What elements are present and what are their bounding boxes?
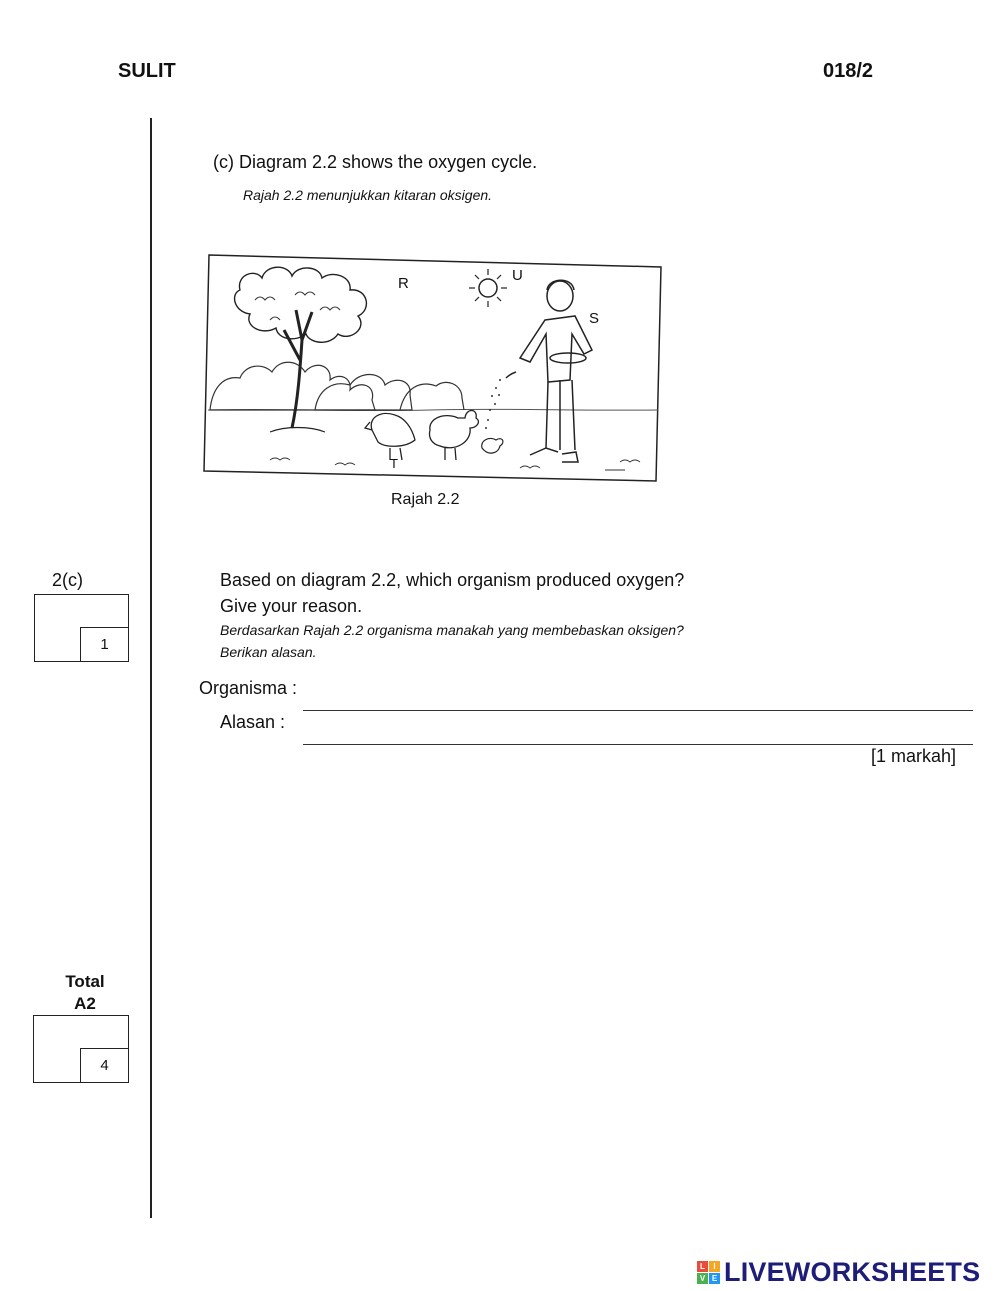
prompt-en-2: Give your reason. [220,596,363,616]
prompt-en-1: Based on diagram 2.2, which organism produced oxygen? [220,570,685,590]
prompt-ms-1: Berdasarkan Rajah 2.2 organisma manakah yang membebaskan oksigen? [220,622,684,638]
oxygen-cycle-diagram [200,250,665,486]
margin-divider [150,118,152,1218]
reason-label: Alasan : [220,712,286,732]
label-U: U [512,267,523,284]
reason-answer-line[interactable] [303,744,973,745]
logo-letter-l: L [697,1261,708,1272]
diagram-frame [204,255,661,481]
mark-value-cell: 1 [80,627,128,661]
question-number: 2(c) [52,570,83,590]
header-left: SULIT [118,60,176,82]
question-part-ms: Rajah 2.2 menunjukkan kitaran oksigen. [243,187,493,203]
logo-brand-text: LIVEWORKSHEETS [724,1257,981,1287]
header-right: 018/2 [823,60,874,82]
question-part-en: (c) Diagram 2.2 shows the oxygen cycle. [213,152,538,172]
total-section: A2 [74,994,96,1013]
logo-letter-e: E [709,1273,720,1284]
label-S: S [589,310,600,327]
marks-label: [1 markah] [871,746,957,766]
organism-label: Organisma : [199,678,298,698]
total-value-cell: 4 [80,1048,128,1082]
logo-letter-i: I [709,1261,720,1272]
prompt-ms-2: Berikan alasan. [220,644,317,660]
total-label: Total [65,972,105,991]
label-R: R [398,275,409,292]
logo-letter-v: V [697,1273,708,1284]
total-box [33,1015,129,1083]
mark-box [34,594,129,662]
liveworksheets-logo [697,1257,980,1288]
organism-answer-line[interactable] [303,710,973,711]
label-T: T [390,456,398,471]
logo-grid-icon [697,1261,720,1284]
diagram-caption: Rajah 2.2 [391,491,460,508]
